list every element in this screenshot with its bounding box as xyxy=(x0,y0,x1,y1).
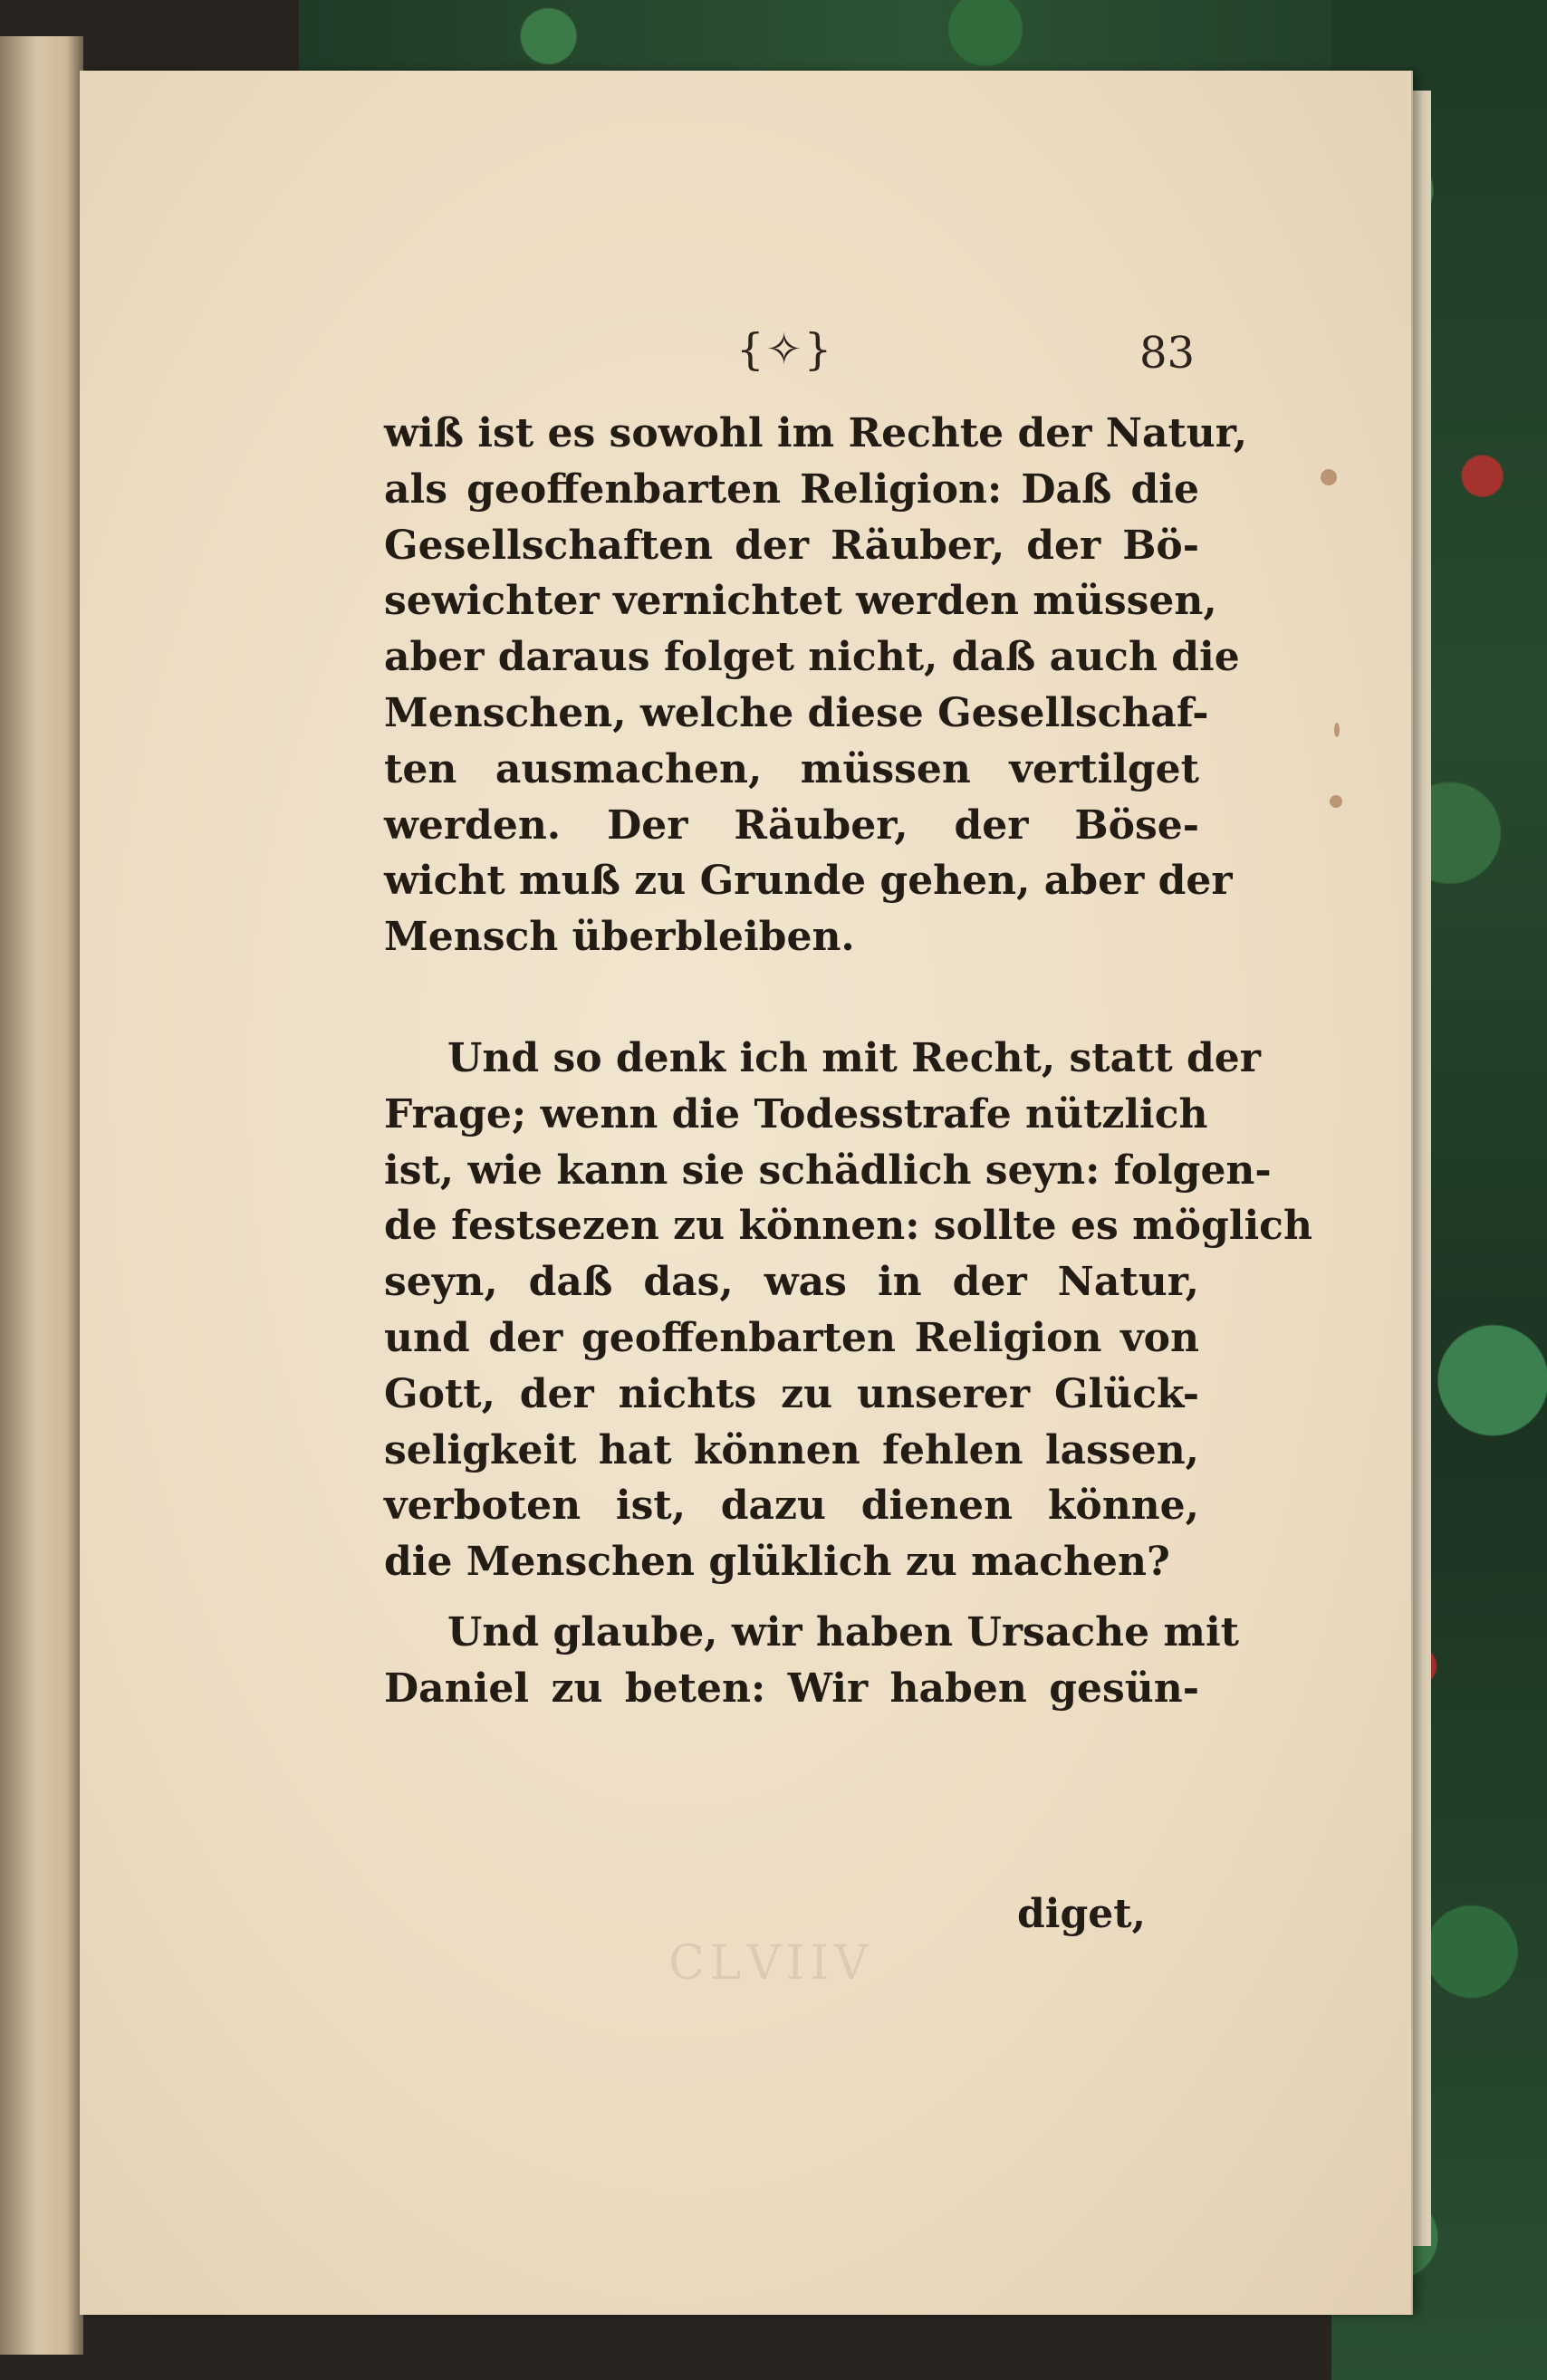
foxing-spot xyxy=(1321,469,1337,485)
text-line: Gott, der nichts zu unserer Glück- xyxy=(384,1370,1199,1417)
text-line: werden. Der Räuber, der Böse- xyxy=(384,801,1199,849)
text-line: seyn, daß das, was in der Natur, xyxy=(384,1259,1199,1306)
paragraph xyxy=(384,406,1248,965)
bleed-through-text: ⅭⅬⅤⅠⅠⅤ xyxy=(668,1936,874,1991)
text-line: ten ausmachen, müssen vertilget xyxy=(384,745,1199,792)
text-line: wicht muß zu Grunde gehen, aber der xyxy=(384,858,1233,905)
text-line: Frage; wenn die Todesstrafe nützlich xyxy=(384,1090,1208,1137)
text-line: Und so denk ich mit Recht, statt der xyxy=(447,1034,1261,1081)
text-line: sewichter vernichtet werden müssen, xyxy=(384,578,1217,625)
book-page xyxy=(80,71,1413,2315)
text-line: aber daraus folget nicht, daß auch die xyxy=(384,634,1240,681)
paragraph xyxy=(384,1031,1312,1590)
catchword: diget, xyxy=(1017,1891,1146,1937)
text-line: verboten ist, dazu dienen könne, xyxy=(384,1483,1199,1530)
text-line: Menschen, welche diese Gesellschaf- xyxy=(384,689,1209,736)
text-line: die Menschen glüklich zu machen? xyxy=(384,1539,1170,1586)
text-line: wiß ist es sowohl im Rechte der Natur, xyxy=(384,410,1248,456)
text-line: Mensch überbleiben. xyxy=(384,914,855,961)
header-ornament: {✧} xyxy=(736,324,834,375)
page-number: 83 xyxy=(1139,328,1196,379)
body-text xyxy=(384,406,1312,1717)
text-line: ist, wie kann sie schädlich seyn: folgen- xyxy=(384,1147,1272,1194)
text-line: Und glaube, wir haben Ursache mit xyxy=(447,1608,1240,1655)
foxing-spot xyxy=(1330,795,1342,808)
page-header xyxy=(80,324,1411,379)
text-line: Daniel zu beten: Wir haben gesün- xyxy=(384,1665,1199,1712)
text-line: seligkeit hat können fehlen lassen, xyxy=(384,1426,1199,1473)
paragraph xyxy=(384,1605,1240,1717)
text-line: Gesellschaften der Räuber, der Bö- xyxy=(384,522,1199,569)
text-line: als geoffenbarten Religion: Daß die xyxy=(384,465,1199,513)
foxing-spot xyxy=(1334,723,1340,737)
text-line: de festsezen zu können: sollte es möglich xyxy=(384,1203,1312,1250)
left-page-edge xyxy=(0,36,83,2355)
text-line: und der geoffenbarten Religion von xyxy=(384,1314,1199,1361)
